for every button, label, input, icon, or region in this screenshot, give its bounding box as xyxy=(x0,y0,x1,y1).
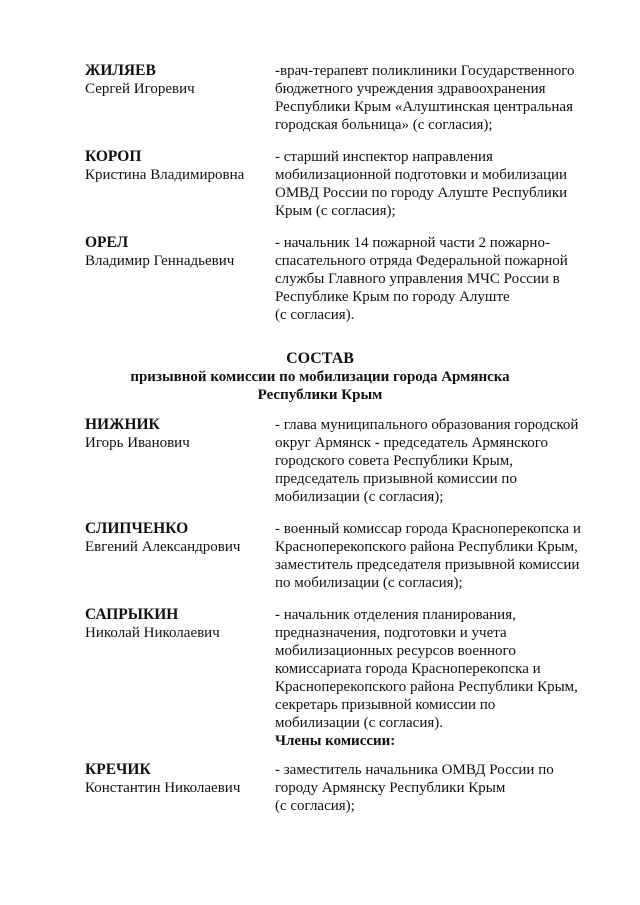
position-line: комиссариата города Красноперекопска и xyxy=(275,661,541,677)
member-surname: КРЕЧИК xyxy=(85,761,151,778)
members-heading: Члены комиссии: xyxy=(275,733,396,749)
position-line: бюджетного учреждения здравоохранения xyxy=(275,81,546,97)
position-line: -врач-терапевт поликлиники Государственного xyxy=(275,63,575,79)
member-surname: КОРОП xyxy=(85,148,142,165)
member-position xyxy=(275,148,605,220)
member-given-name: Кристина Владимировна xyxy=(85,167,245,183)
member-surname: СЛИПЧЕНКО xyxy=(85,520,189,537)
position-line: спасательного отряда Федеральной пожарной xyxy=(275,253,568,269)
position-line: городского совета Республики Крым, xyxy=(275,453,513,469)
position-line: мобилизационных ресурсов военного xyxy=(275,643,516,659)
position-line: - начальник отделения планирования, xyxy=(275,607,516,623)
member-position xyxy=(275,234,605,324)
position-line: Красноперекопского района Республики Крым, xyxy=(275,539,578,555)
member-position xyxy=(275,761,605,815)
position-line: секретарь призывной комиссии по xyxy=(275,697,496,713)
position-line: - заместитель начальника ОМВД России по xyxy=(275,762,554,778)
position-line: мобилизационной подготовки и мобилизации xyxy=(275,167,568,183)
position-line: - глава муниципального образования городской xyxy=(275,417,579,433)
member-given-name: Константин Николаевич xyxy=(85,780,241,796)
member-position xyxy=(275,416,605,506)
section-title: СОСТАВ xyxy=(286,350,354,367)
member-position xyxy=(275,520,605,592)
position-line: - военный комиссар города Красноперекопска и xyxy=(275,521,581,537)
position-line: Крым (с согласия); xyxy=(275,203,396,219)
member-position xyxy=(275,62,605,134)
position-line: - старший инспектор направления xyxy=(275,149,493,165)
position-line: ОМВД России по городу Алуште Республики xyxy=(275,185,568,201)
position-line: службы Главного управления МЧС России в xyxy=(275,271,560,287)
position-line: предназначения, подготовки и учета xyxy=(275,625,507,641)
section-subtitle-2: Республики Крым xyxy=(257,387,383,403)
position-line: (с согласия); xyxy=(275,798,355,814)
section-subtitle: призывной комиссии по мобилизации города Армянска xyxy=(130,369,510,385)
position-line: (с согласия). xyxy=(275,307,355,323)
position-line: по мобилизации (с согласия); xyxy=(275,575,463,591)
member-surname: САПРЫКИН xyxy=(85,606,179,623)
position-line: мобилизации (с согласия). xyxy=(275,715,444,731)
position-line: городская больница» (с согласия); xyxy=(275,117,493,133)
member-surname: ОРЕЛ xyxy=(85,234,129,251)
position-line: Красноперекопского района Республики Крым, xyxy=(275,679,578,695)
position-line: Республике Крым по городу Алуште xyxy=(275,289,510,305)
position-line: Республики Крым «Алуштинская центральная xyxy=(275,99,573,115)
member-given-name: Евгений Александрович xyxy=(85,539,241,555)
member-given-name: Игорь Иванович xyxy=(85,435,190,451)
position-line: заместитель председателя призывной комиссии xyxy=(275,557,580,573)
member-given-name: Владимир Геннадьевич xyxy=(85,253,235,269)
member-given-name: Сергей Игоревич xyxy=(85,81,195,97)
position-line: - начальник 14 пожарной части 2 пожарно- xyxy=(275,235,550,251)
member-given-name: Николай Николаевич xyxy=(85,625,220,641)
member-surname: ЖИЛЯЕВ xyxy=(85,62,156,79)
position-line: председатель призывной комиссии по xyxy=(275,471,517,487)
member-surname: НИЖНИК xyxy=(85,416,160,433)
position-line: мобилизации (с согласия); xyxy=(275,489,444,505)
position-line: городу Армянску Республики Крым xyxy=(275,780,506,796)
position-line: округ Армянск - председатель Армянского xyxy=(275,435,549,451)
member-position xyxy=(275,606,605,732)
